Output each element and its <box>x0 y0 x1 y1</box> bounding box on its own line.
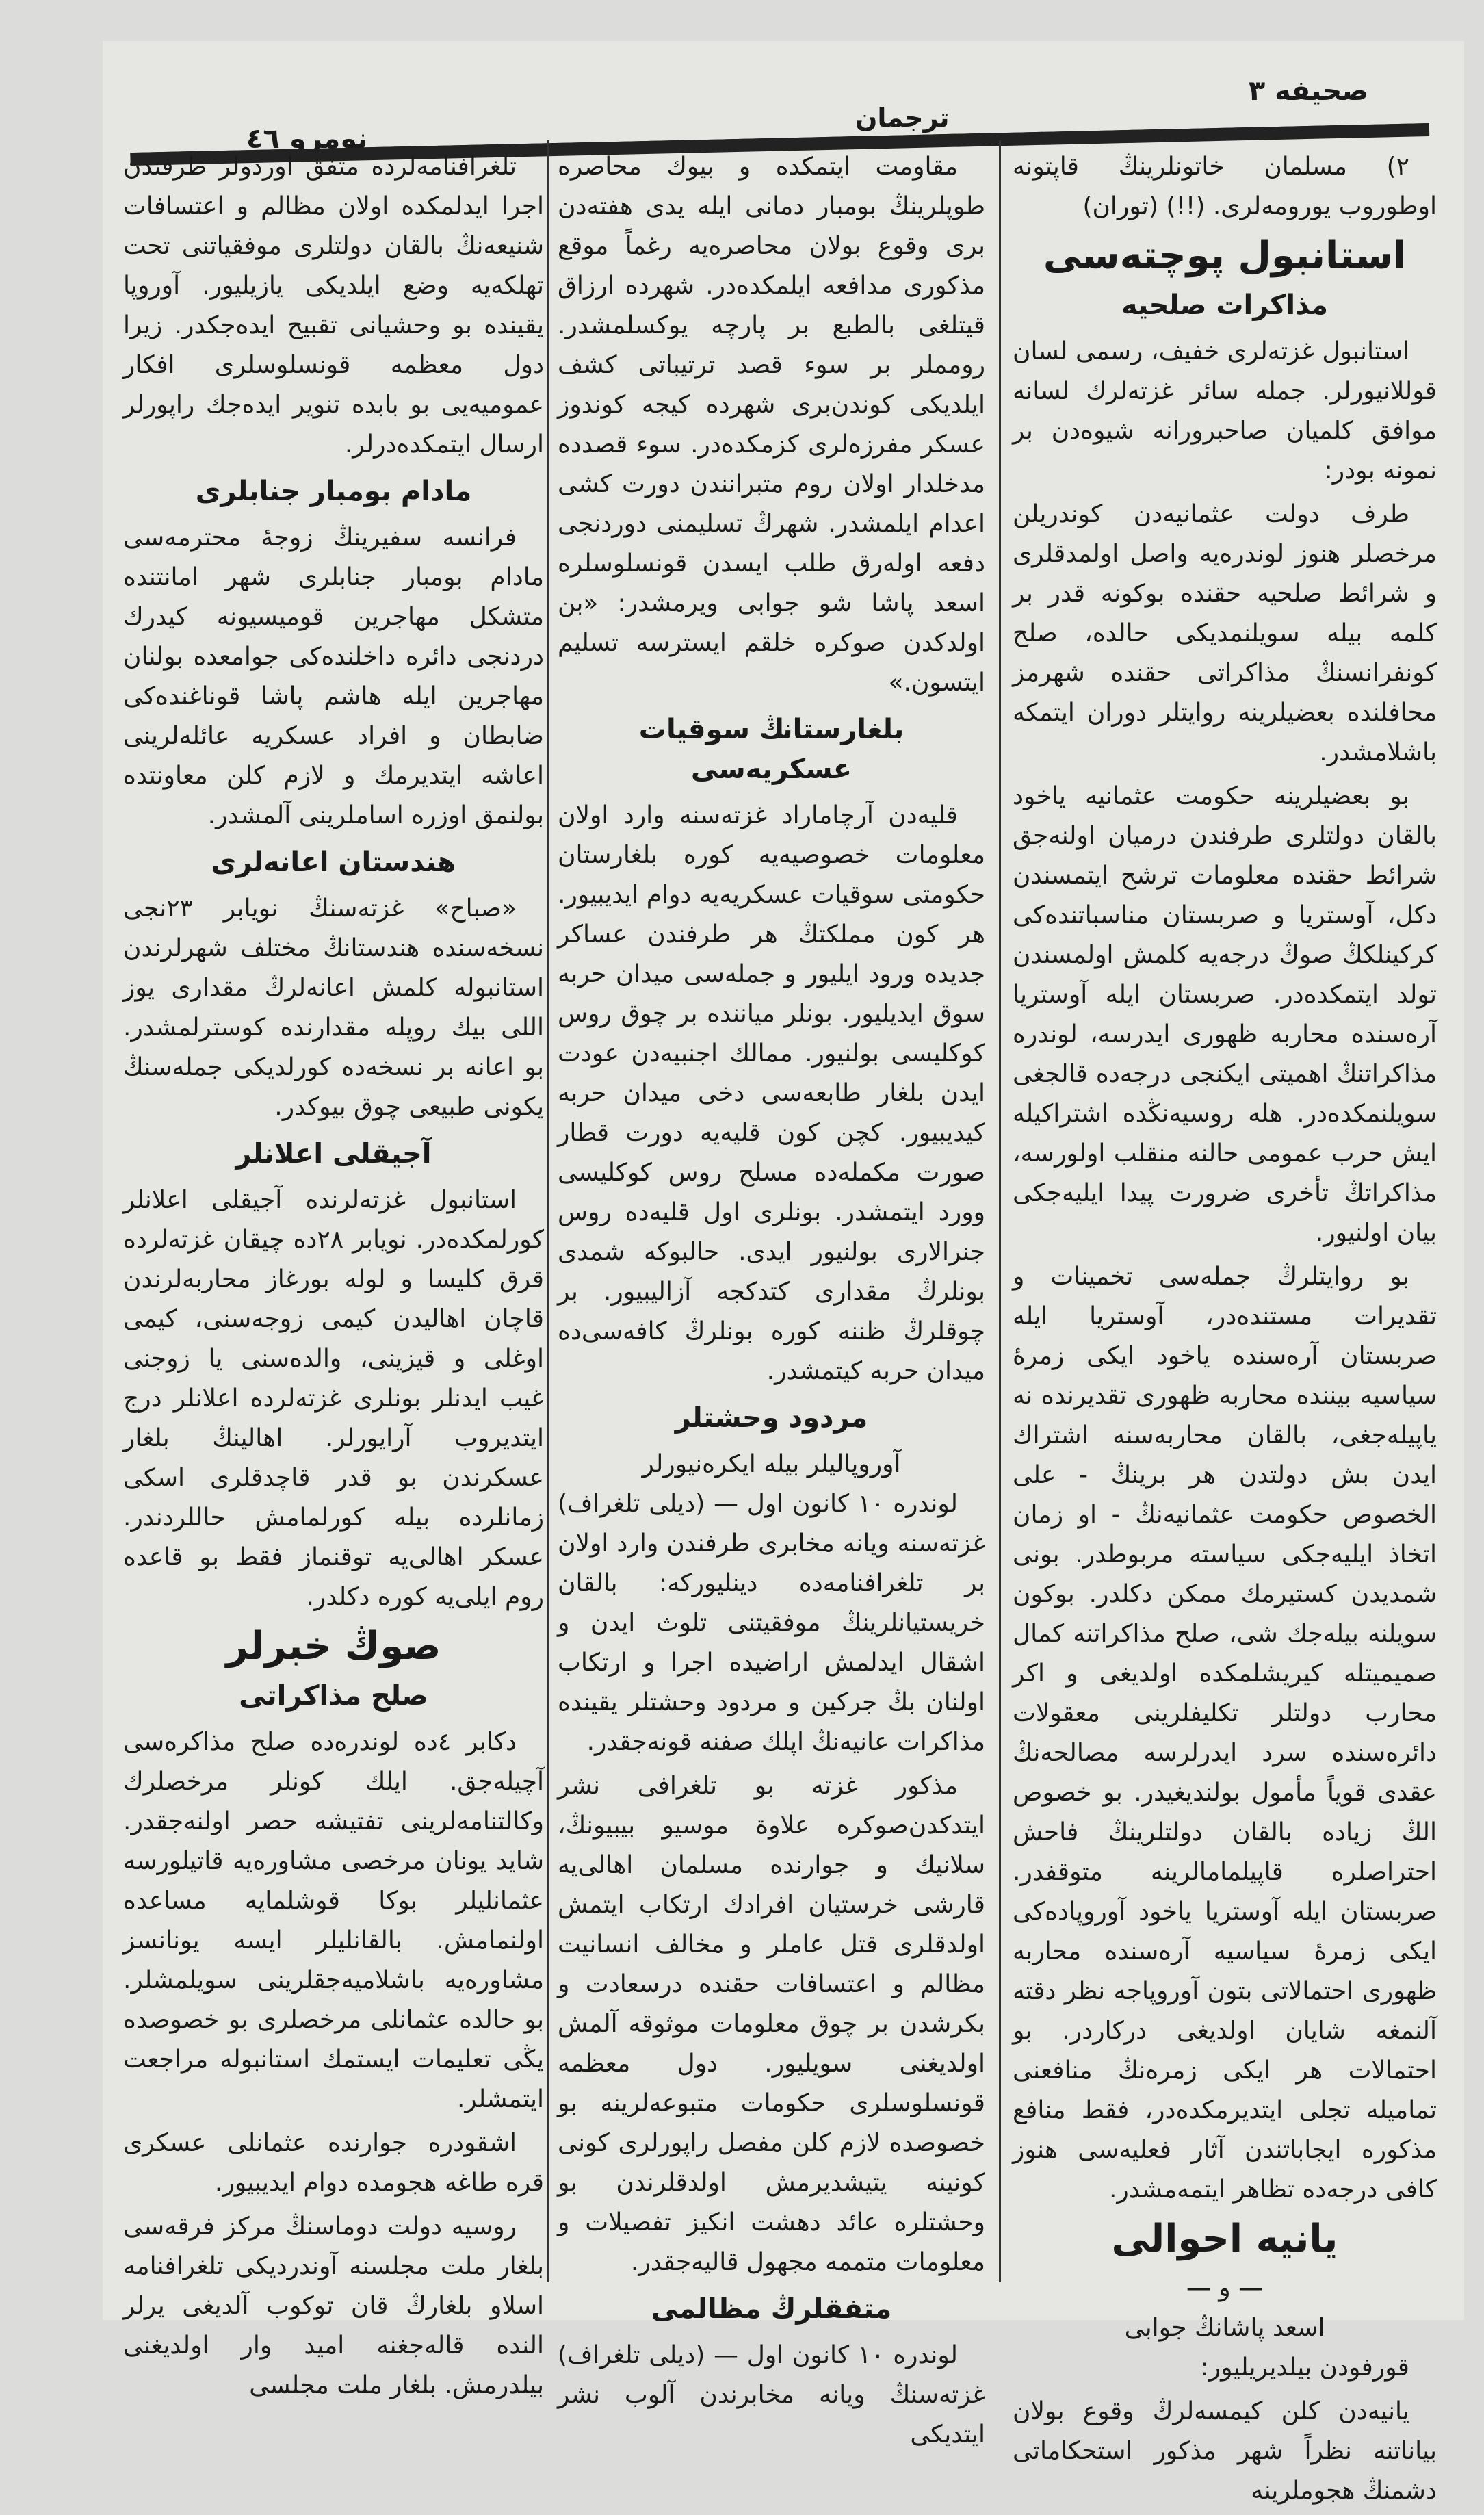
section-subtitle: صلح مذاکراتی <box>239 1680 428 1712</box>
section-title: متفقلرڭ مظالمی <box>651 2293 892 2325</box>
paragraph: روسیه دولت دوماسنڭ مرکز فرقه‌سی بلغار ملت مجلسنه آوندردیکی تلغرافنامه اسلاو بلغارڭ قان توکوب آلدیغی یرلر النده قاله‌جغنه امید وار اولدیغنی بیلدرمش. بلغار ملت مجلسی <box>123 2213 544 2399</box>
section-title: مردود وحشتلر <box>675 1402 868 1434</box>
separator: — و — <box>1186 2274 1264 2302</box>
paragraph: «صباح» غزته‌سنڭ نویابر ۲۳نجی نسخه‌سنده هندستانڭ مختلف شهرلرندن استانبوله کلمش اعانه‌لرڭ مقداری یوز اللی بیك روپله مقدارنده کوسترلمشدر. بو اعانه بر نسخه‌ده کورلدیکی جمله‌سنڭ یکونی طبیعی چوق بیوکدر. <box>123 894 544 1121</box>
section-title: هندستان اعانه‌لری <box>211 847 456 878</box>
section-title: یانیه احوالی <box>1111 2217 1338 2261</box>
column-divider <box>999 140 1001 2282</box>
column-divider <box>547 140 549 2282</box>
paragraph: یانیه‌دن کلن کیمسه‌لرڭ وقوع بولان بیاناتنه نظراً شهر مذکور استحکاماتی دشمنڭ هجوملرینه <box>1013 2397 1437 2505</box>
issue-number: نومرو ٤٦ <box>246 123 368 155</box>
paragraph: قلیه‌دن آرچاماراد غزته‌سنه وارد اولان معلومات خصوصیه‌یه کوره بلغارستان حکومتی سوقیات عسکریه‌یه دوام ایدیبیور. هر کون مملکتڭ هر طرفندن عساکر جدیده ورود ایلیور و جمله‌سی میدان حربه سوق ایدیلیور. بونلر میاننده بر چوق روس کوکلیسی بولنیور. ممالك اجنبیه‌دن عودت ایدن بلغار طابعه‌سی دخی میدان حربه کیدیبیور. کچن کون قلیه‌یه دورت قطار صورت مکمله‌ده مسلح روس کوکلیسی وورد ایتمشدر. بونلری اول قلیه‌ده روس جنرالاری بولنیور ایدی. حالبوکه شمدی بونلرڭ مقداری کتدکجه آزالیبیور. بر چوقلرڭ ظننه کوره بونلرڭ کافه‌سی‌ده میدان حربه کیتمشدر. <box>558 801 985 1385</box>
paragraph: مذکور غزته بو تلغرافی نشر ایتدکدن‌صوکره علاوة موسیو بیبیونڭ، سلانیك و جوارنده مسلمان اهالی‌یه قارشی خرستیان افرادك ارتکاب ایتمش اولدقلری قتل عاملر و مخالف انسانیت مظالم و اعتسافات حقنده درسعادت و بکرشدن بر چوق معلومات موثوقه آلمش اولدیغنی سویلیور. دول معظمه قونسلوسلری حکومات متبوعه‌لرینه بو خصوصده لازم کلن مفصل راپورلری کونی کونینه یتیشدیرمش اولدقلرندن بو وحشتلره عائد دهشت انکیز تفصیلات و معلومات متممه مجهول قالیه‌جقدر. <box>558 1772 985 2276</box>
right-column <box>1013 147 1437 2515</box>
left-column <box>123 147 544 2410</box>
paragraph: فرانسه سفیرینڭ زوجهٔ محترمه‌سی مادام بومبار جنابلری شهر امانتنده متشکل مهاجرین قومیسیونه کیدرك دردنجی دائره داخلنده‌کی جوامعده بولنان مهاجرین ایله هاشم پاشا قوناغنده‌کی ضابطان و افراد عسکریه عائله‌لرینی اعاشه ایتدیرمك و لازم کلن معاونتده بولنمق اوزره اساملرینی آلمشدر. <box>123 524 544 829</box>
paragraph: طرف دولت عثمانیه‌دن کوندریلن مرخصلر هنوز لوندره‌یه واصل اولمدقلری و شرائط صلحیه حقنده بوکونه قدر بر کلمه بیله سویلنمدیکی حالده، صلح کونفرانسنڭ مذاکراتی حقنده شهرمز محافلنده بعضیلرینه روایتلر دوران ایتمکه باشلامشدر. <box>1013 500 1437 766</box>
article-subtitle: مذاکرات صلحیه <box>1121 289 1328 321</box>
paragraph: تلغرافنامه‌لرده متفق اوردولر طرفندن اجرا ایدلمکده اولان مظالم و اعتسافات شنیعه‌نڭ بالقان دولتلری موفقیاتنی تحت تهلکه‌یه وضع ایلدیکی یازیلیور. آوروپا یقینده بو وحشیانی تقبیح ایده‌جکدر. زیرا دول معظمه قونسلوسلری افکار عمومیه‌یی بو بابده تنویر ایده‌جك راپورلر ارسال ایتمکده‌درلر. <box>123 153 544 459</box>
paragraph: مقاومت ایتمکده و بیوك محاصره طوپلرینڭ بومبار دمانی ایله یدی هفته‌دن بری وقوع بولان محاصره‌یه رغماً موقع مذکوری مدافعه ایلمکده‌در. شهرده ارزاق قیتلغی بالطبع بر پارچه یوکسلمشدر. رومملر بر سوء قصد ترتیباتی کشف ایلدیکی کوندن‌بری شهرده کیجه کوندوز عسکر مفرزه‌لری کزمکده‌در. سوء قصدده مدخلدار اولان روم متبرانندن دورت کشی اعدام ایلمشدر. شهرڭ تسلیمنی دوردنجی دفعه اوله‌رق طلب ایسدن قونسلوسلره اسعد پاشا شو جوابی ویرمشدر: «بن اولدکدن صوکره خلقم ایسترسه تسلیم ایتسون.» <box>558 153 985 697</box>
paragraph: اشقودره جوارنده عثمانلی عسکری قره طاغه هجومده دوام ایدیبیور. <box>123 2129 544 2197</box>
page-number: صحیفه ۳ <box>1248 75 1368 107</box>
section-subtitle: اسعد پاشانڭ جوابی <box>1124 2314 1325 2342</box>
paragraph: دکابر ٤ده لوندره‌ده صلح مذاکره‌سی آچیله‌جق. ایلك کونلر مرخصلرك وکالتنامه‌لرینی تفتیشه حصر اولنه‌جقدر. شاید یونان مرخصی مشاوره‌یه قاتیلورسه عثمانلیلر بوکا قوشلمایه مساعده اولنمامش. بالقانلیلر ایسه یونانسز مشاوره‌یه باشلامیه‌جقلرینی سویلمشلر. بو حالده عثمانلی مرخصلری بو خصوصده یڭی تعلیمات ایستمك استانبوله مراجعت ایتمشلر. <box>123 1728 544 2113</box>
section-title: مادام بومبار جنابلری <box>195 476 472 507</box>
paragraph: استانبول غزته‌لرنده آجیقلی اعلانلر کورلمکده‌در. نویابر ۲۸ده چیقان غزته‌لرده قرق کلیسا و لوله بورغاز محاربه‌لرندن قاچان اهالیدن کیمی زوجه‌سنی، کیمی اوغلی و قیزینی، والده‌سنی یا زوجنی غیب ایدنلر بونلری غزته‌لرده اعلانلر درج ایتدیروب آرایورلر. اهالینڭ بلغار عسکرندن بو قدر قاچدقلری اسکی زمانلرده بیله کورلمامش حاللردندر. عسکر اهالی‌یه توقنماز فقط بو قاعده روم ایلی‌یه کوره دکلدر. <box>123 1186 545 1611</box>
paragraph: بو بعضیلرینه حکومت عثمانیه یاخود بالقان دولتلری طرفندن درمیان اولنه‌جق شرائط حقنده معلومات ترشح ایتمسندن دکل، آوستریا و صربستان مناسباتنده‌کی کرکینلکڭ صوڭ درجه‌یه کلمش اولمسندن تولد ایتمکده‌در. صربستان ایله آوستریا آره‌سنده محاربه ظهوری ایدرسه، لوندره مذاکراتنڭ اهمیتی ایکنجی درجه‌ده قالجغی سویلنمکده‌در. هله روسیه‌نڭده اشتراکیله ایش حرب عمومی حالنه منقلب اولورسه، مذاکراتڭ تأخری ضرورت پیدا ایلیه‌جکی بیان اولنیور. <box>1013 782 1437 1247</box>
paragraph: قورفودن بیلدیریلیور: <box>1200 2353 1409 2382</box>
masthead: ترجمان <box>855 103 950 133</box>
section-title: آجیقلی اعلانلر <box>235 1138 432 1170</box>
paragraph: لوندره ۱۰ کانون اول — (دیلی تلغراف) غزته‌سنڭ ویانه مخابرندن آلوب نشر ایتدیکی <box>558 2341 985 2449</box>
section-subtitle: آوروپالیلر بیله ایکره‌نیورلر <box>642 1450 901 1478</box>
paragraph: استانبول غزته‌لری خفیف، رسمی لسان قوللانیورلر. جمله سائر غزته‌لرك لسانه موافق کلمیان صاحبرورانه شیوه‌دن بر نمونه بودر: <box>1013 337 1437 485</box>
article-intro: ۲) مسلمان خاتونلرینڭ قاپتونه اوطوروب یورومه‌لری. (!!) (توران) <box>1013 153 1437 220</box>
article-title: استانبول پوچته‌سی <box>1043 233 1407 278</box>
section-title: صوڭ خبرلر <box>226 1624 441 1668</box>
middle-column <box>558 147 985 2459</box>
paragraph: بو روایتلرڭ جمله‌سی تخمینات و تقدیرات مستنده‌در، آوستریا ایله صربستان آره‌سنده یاخود ایکی زمرهٔ سیاسیه بیننده محاربه ظهوری تقدیرنده نه یاپیله‌جغی، بالقان محاربه‌سنه اشتراك ایدن بش دولتدن هر برینڭ - علی الخصوص حکومت عثمانیه‌نڭ - او زمان اتخاذ ایلیه‌جکی سیاسته مربوطدر. بونی شمدیدن کستیرمك ممکن دکلدر. بوکون سویلنه بیله‌جك شی، صلح مذاکراتنه کمال صمیمیتله کیریشلمکده اولدیغی و اکر محارب دولتلر تکلیفلرینی معقولات دائره‌سنده سرد ایدرلرسه مصالحه‌نڭ عقدی قویاً مأمول بولندیغیدر. بو خصوص الڭ زیاده بالقان دولتلرینڭ فاحش احتراصلره قاپیلمامالرینه متوقفدر. صربستان ایله آوستریا یاخود آوروپاده‌کی ایکی زمرهٔ سیاسیه آره‌سنده محاربه ظهوری احتمالاتی بتون آوروپاجه نظر دقته آلنمغه شایان اولدیغی درکاردر. بو احتمالات هر ایکی زمره‌نڭ منافعنی تمامیله تجلی ایتدیرمکده‌در، فقط منافع مذکوره ایجاباتندن آثار فعلیه‌سی هنوز کافی درجه‌ده تظاهر ایتمه‌مشدر. <box>1013 1263 1437 2204</box>
paragraph: لوندره ۱۰ کانون اول — (دیلی تلغراف) غزته‌سنه ویانه مخابری طرفندن وارد اولان بر تلغرافنامه‌ده دینلیورکه: بالقان خریستیانلرینڭ موفقیتنی تلوث ایدن و اشقال ایدلمش اراضیده اجرا و ارتکاب اولنان بڭ جرکین و مردود وحشتلر یقینده مذاکرات عانیه‌نڭ اپلك صفنه قونه‌جقدر. <box>558 1490 985 1756</box>
section-title: بلغارستانڭ سوقیات عسکریه‌سی <box>638 714 904 785</box>
